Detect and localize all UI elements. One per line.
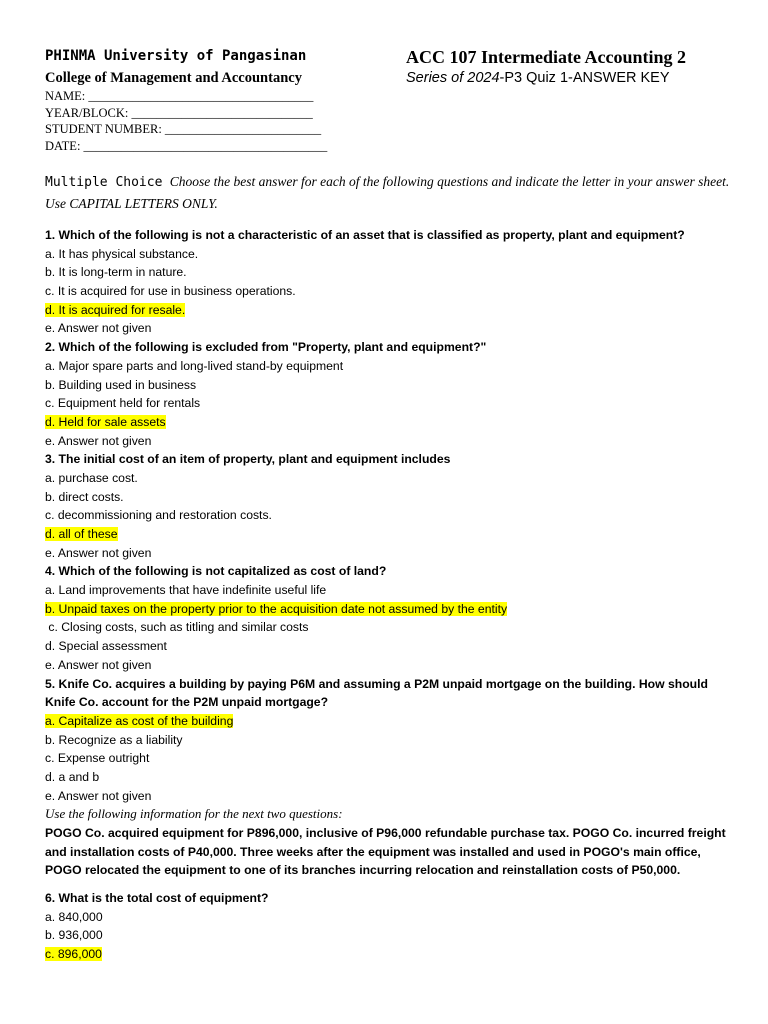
option: a. Land improvements that have indefinite useful life [45,583,327,598]
student-number-field: STUDENT NUMBER: _________________________ [45,122,322,136]
option: c. decommissioning and restoration costs. [45,508,272,523]
option: e. Answer not given [45,433,152,448]
option: c. Equipment held for rentals [45,396,201,411]
option: e. Answer not given [45,788,152,803]
answer-option: a. Capitalize as cost of the building [45,713,234,728]
option: b. Building used in business [45,377,197,392]
university-name: PHINMA University of Pangasinan [45,48,307,64]
quiz-series [406,68,756,88]
series-year: Series of 2024 [406,70,500,86]
answer-option: c. 896,000 [45,947,102,962]
option: b. It is long-term in nature. [45,265,187,280]
option: e. Answer not given [45,321,152,336]
question-stem: 5. Knife Co. acquires a building by paying P6M and assuming a P2M unpaid mortgage on the building. How should [45,676,708,691]
answer-option: d. Held for sale assets [45,414,166,429]
course-title: ACC 107 Intermediate Accounting 2 [406,47,686,67]
answer-option: d. all of these [45,527,118,541]
option: d. Special assessment [45,639,167,654]
option: e. Answer not given [45,545,152,560]
question-stem: 4. Which of the following is not capitalized as cost of land? [45,564,387,579]
question-stem: 2. Which of the following is excluded from "Property, plant and equipment?" [45,340,487,355]
series-quiz: -P3 Quiz 1-ANSWER KEY [499,70,670,86]
instructions-text: Choose the best answer for each of the following questions and indicate the letter in your answer sheet. Use CAPITAL LETTERS ONLY. [45,174,730,211]
option: b. 936,000 [45,928,103,943]
instructions-label: Multiple Choice [45,175,163,190]
name-field: NAME: ____________________________________ [45,89,314,103]
question-stem: 6. What is the total cost of equipment? [45,891,269,906]
question-list [45,226,735,964]
option: a. Major spare parts and long-lived stand-by equipment [45,358,344,373]
option: a. 840,000 [45,909,103,924]
question-stem-cont: Knife Co. account for the P2M unpaid mortgage? [45,695,329,710]
answer-option: d. It is acquired for resale. [45,302,186,317]
option: d. a and b [45,769,100,784]
college-name: College of Management and Accountancy [45,70,302,86]
option: c. Closing costs, such as titling and similar costs [45,620,309,635]
instructions [45,171,735,214]
question-stem: 1. Which of the following is not a characteristic of an asset that is classified as property, plant and equipment? [45,228,685,242]
option: c. Expense outright [45,751,150,766]
case-text-line: POGO relocated the equipment to one of its branches incurring relocation and reinstallation costs of P50,000. [45,863,681,878]
option: e. Answer not given [45,657,152,672]
case-text-line: and installation costs of P40,000. Three weeks after the equipment was installed and used in POGO's main office, [45,844,701,859]
case-text-line: POGO Co. acquired equipment for P896,000, inclusive of P96,000 refundable purchase tax. POGO Co. incurred freight [45,826,726,840]
year-block-field: YEAR/BLOCK: _____________________________ [45,105,313,120]
case-note: Use the following information for the next two questions: [45,806,343,822]
option: c. It is acquired for use in business operations. [45,284,296,299]
option: b. Recognize as a liability [45,732,183,747]
header-left [45,46,385,154]
option: b. direct costs. [45,489,124,504]
answer-option: b. Unpaid taxes on the property prior to the acquisition date not assumed by the entity [45,601,508,616]
question-stem: 3. The initial cost of an item of property, plant and equipment includes [45,452,451,467]
header-right [406,46,756,88]
option: a. purchase cost. [45,470,138,485]
date-field: DATE: _______________________________________ [45,138,328,153]
option: a. It has physical substance. [45,246,199,261]
